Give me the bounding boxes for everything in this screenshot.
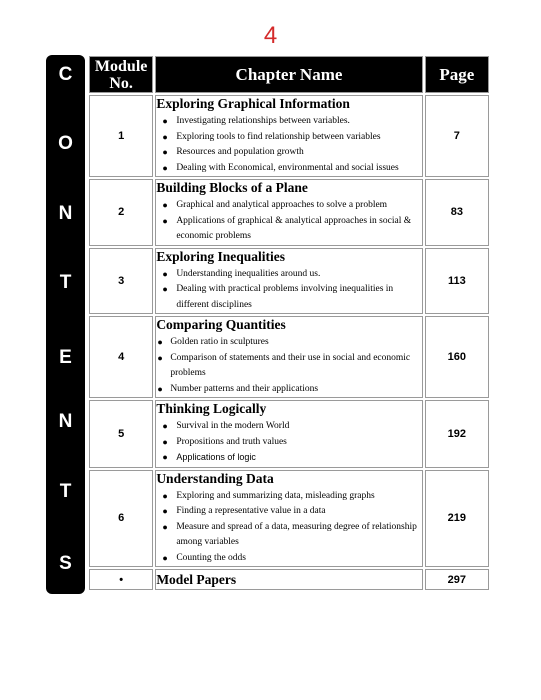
table-row — [89, 569, 489, 590]
topic-list — [156, 489, 421, 567]
page-header: Page — [425, 56, 489, 93]
page-number: 4 — [263, 22, 278, 49]
page-number-cell: 297 — [425, 569, 489, 590]
table-row — [89, 248, 489, 315]
page-number-cell: 192 — [425, 400, 489, 468]
topic-text: Comparison of statements and their use in social and economic problems — [170, 352, 411, 378]
module-number: 5 — [89, 400, 153, 468]
topic-text: Finding a representative value in a data — [176, 506, 326, 516]
chapter-title: Exploring Inequalities — [156, 248, 285, 264]
table-row — [89, 95, 489, 177]
chapter-title: Exploring Graphical Information — [156, 96, 350, 111]
module-number: 1 — [89, 95, 153, 177]
side-letter: N — [58, 203, 73, 224]
bullet-icon: ● — [162, 436, 168, 447]
topic-list — [156, 419, 421, 467]
list-item — [156, 267, 421, 283]
chapter-cell — [155, 179, 422, 246]
list-item — [156, 282, 421, 313]
bullet-icon: ● — [157, 352, 163, 363]
list-item — [156, 351, 421, 382]
bullet-icon: ● — [162, 116, 168, 126]
chapter-cell — [155, 248, 422, 315]
module-number: 3 — [89, 248, 153, 315]
topic-text: Investigating relationships between variables. — [176, 116, 350, 126]
topic-list — [156, 114, 421, 176]
list-item — [156, 551, 421, 567]
list-item — [156, 450, 421, 467]
topic-text: Applications of logic — [176, 452, 256, 462]
bullet-icon: ● — [162, 490, 168, 501]
bullet-icon: ● — [162, 268, 168, 279]
chapter-cell — [155, 95, 422, 177]
list-item — [156, 382, 421, 398]
bullet-icon: ● — [162, 162, 168, 173]
module-header-line: No. — [109, 74, 133, 92]
bullet-icon: ● — [157, 383, 163, 394]
contents-table — [87, 54, 491, 592]
list-item — [156, 504, 421, 520]
topic-text: Number patterns and their applications — [170, 383, 319, 394]
list-item — [156, 214, 421, 245]
table-row — [89, 179, 489, 246]
chapter-cell — [155, 569, 422, 590]
topic-text: Dealing with Economical, environmental and social issues — [176, 162, 399, 173]
bullet-icon: ● — [162, 506, 168, 516]
side-letter: O — [58, 133, 73, 154]
table-row — [89, 470, 489, 568]
topic-text: Propositions and truth values — [176, 436, 287, 447]
module-number: 2 — [89, 179, 153, 246]
bullet-icon: ● — [162, 284, 168, 294]
side-letter: E — [59, 347, 72, 368]
topic-text: Measure and spread of a data, measuring degree of relationship among variables — [176, 521, 417, 547]
topic-list — [156, 335, 421, 397]
side-letter: T — [59, 481, 72, 502]
chapter-title: Understanding Data — [156, 470, 274, 486]
list-item — [156, 489, 421, 505]
bullet-icon: ● — [162, 421, 168, 431]
topic-list — [156, 198, 421, 245]
list-item — [156, 435, 421, 451]
topic-text: Counting the odds — [176, 552, 246, 563]
list-item — [156, 520, 421, 551]
topic-text: Survival in the modern World — [176, 421, 290, 431]
bullet-icon: ● — [162, 452, 168, 462]
chapter-header: Chapter Name — [155, 56, 422, 93]
list-item — [156, 145, 421, 161]
bullet-icon: ● — [162, 521, 168, 532]
list-item — [156, 198, 421, 214]
module-number: 6 — [89, 470, 153, 568]
chapter-title: Thinking Logically — [156, 401, 267, 416]
chapter-cell — [155, 400, 422, 468]
page-number-cell: 160 — [425, 316, 489, 398]
list-item — [156, 419, 421, 435]
bullet-icon: ● — [162, 147, 168, 157]
chapter-title: Model Papers — [156, 571, 237, 587]
page-number-cell: 83 — [425, 179, 489, 246]
side-letter: T — [59, 272, 72, 293]
table-row — [89, 400, 489, 468]
bullet-icon: ● — [162, 215, 168, 226]
module-number: 4 — [89, 316, 153, 398]
topic-list — [156, 267, 421, 314]
bullet-icon: ● — [162, 200, 168, 210]
chapter-title: Comparing Quantities — [156, 317, 286, 332]
list-item — [156, 130, 421, 146]
contents-side-band — [46, 55, 85, 594]
topic-text: Applications of graphical & analytical approaches in social & economic problems — [176, 215, 412, 241]
bullet-icon: ● — [162, 131, 168, 142]
topic-text: Dealing with practical problems involving inequalities in different disciplines — [176, 284, 394, 310]
topic-text: Exploring tools to find relationship between variables — [176, 131, 381, 142]
list-item — [156, 161, 421, 177]
page-number-cell: 219 — [425, 470, 489, 568]
list-item — [156, 335, 421, 351]
list-item — [156, 114, 421, 130]
module-header — [89, 56, 153, 93]
bullet-icon: ● — [157, 337, 163, 347]
chapter-cell — [155, 316, 422, 398]
module-number: • — [89, 569, 153, 590]
side-letter: N — [58, 411, 73, 432]
page-number-cell: 7 — [425, 95, 489, 177]
bullet-icon: ● — [162, 552, 168, 563]
table-row — [89, 316, 489, 398]
topic-text: Exploring and summarizing data, misleading graphs — [176, 490, 375, 501]
module-header-line: Module — [94, 57, 148, 75]
side-letter: C — [58, 64, 73, 85]
topic-text: Graphical and analytical approaches to solve a problem — [176, 200, 388, 210]
chapter-title: Building Blocks of a Plane — [156, 180, 308, 195]
topic-text: Resources and population growth — [176, 147, 304, 157]
topic-text: Understanding inequalities around us. — [176, 268, 321, 279]
chapter-cell — [155, 470, 422, 568]
table-header-row — [89, 56, 489, 93]
page-number-cell: 113 — [425, 248, 489, 315]
side-letter: S — [59, 553, 72, 574]
topic-text: Golden ratio in sculptures — [170, 337, 269, 347]
